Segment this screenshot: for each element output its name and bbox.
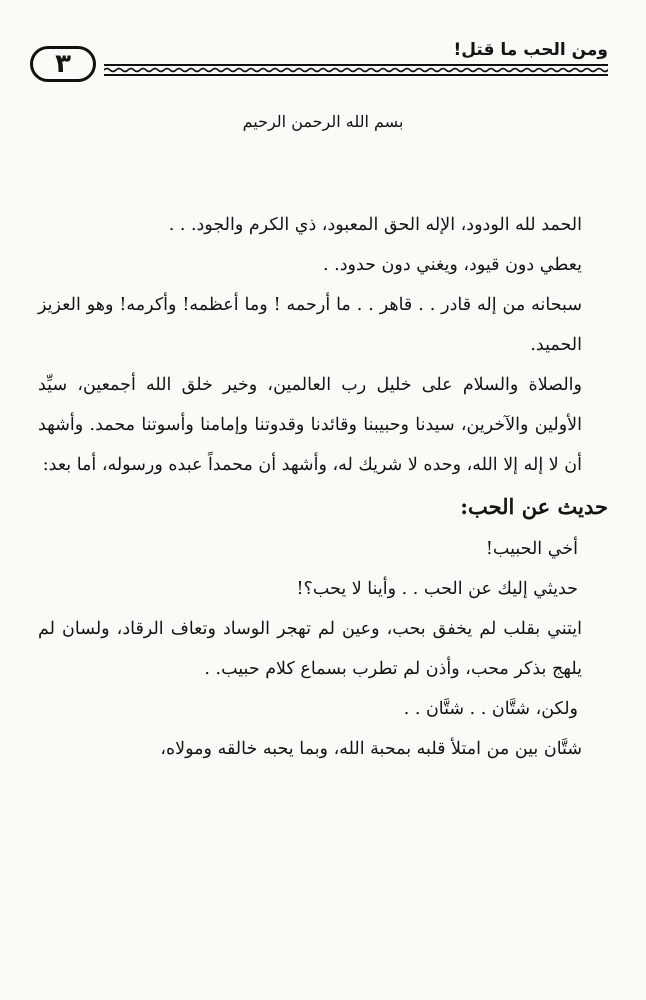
running-head: ومن الحب ما قتل! (453, 40, 608, 60)
paragraph-challenge: ايتني بقلب لم يخفق بحب، وعين لم تهجر الوساد وتعاف الرقاد، ولسان لم يلهج بذكر محب، وأذن لم تطرب بسماع كلام حبيب. . (38, 619, 582, 679)
header-ornamental-rule (104, 62, 608, 80)
paragraph-glorification: سبحانه من إله قادر . . قاهر . . ما أرحمه ! وما أعظمه! وأكرمه! وهو العزيز الحميد. (38, 295, 582, 355)
paragraph-address: أخي الحبيب! (485, 539, 578, 559)
paragraph-comparison: شتَّان بين من امتلأ قلبه بمحبة الله، وبما يحبه خالقه ومولاه، (160, 739, 582, 759)
section-heading: حديث عن الحب: (460, 494, 608, 519)
paragraph-praise: الحمد لله الودود، الإله الحق المعبود، ذي الكرم والجود. . . (168, 215, 582, 235)
paragraph-topic: حديثي إليك عن الحب . . وأينا لا يحب؟! (296, 579, 578, 599)
page-number: ٣ (30, 46, 96, 82)
basmala: بسم الله الرحمن الرحيم (242, 112, 404, 131)
paragraph-praise-2: يعطي دون قيود، ويغني دون حدود. . (323, 255, 582, 275)
page-body (38, 112, 608, 769)
paragraph-contrast: ولكن، شتَّان . . شتَّان . . (403, 699, 578, 719)
paragraph-salutation: والصلاة والسلام على خليل رب العالمين، وخير خلق الله أجمعين، سيِّد الأولين والآخرين، سيدنا وحبيبنا وقائدنا وقدوتنا وإمامنا وأسوتنا محمد. وأشهد أن لا إله إلا الله، وحده لا شريك له، وأشهد أن محمداً عبده ورسوله، أما بعد: (38, 375, 582, 475)
